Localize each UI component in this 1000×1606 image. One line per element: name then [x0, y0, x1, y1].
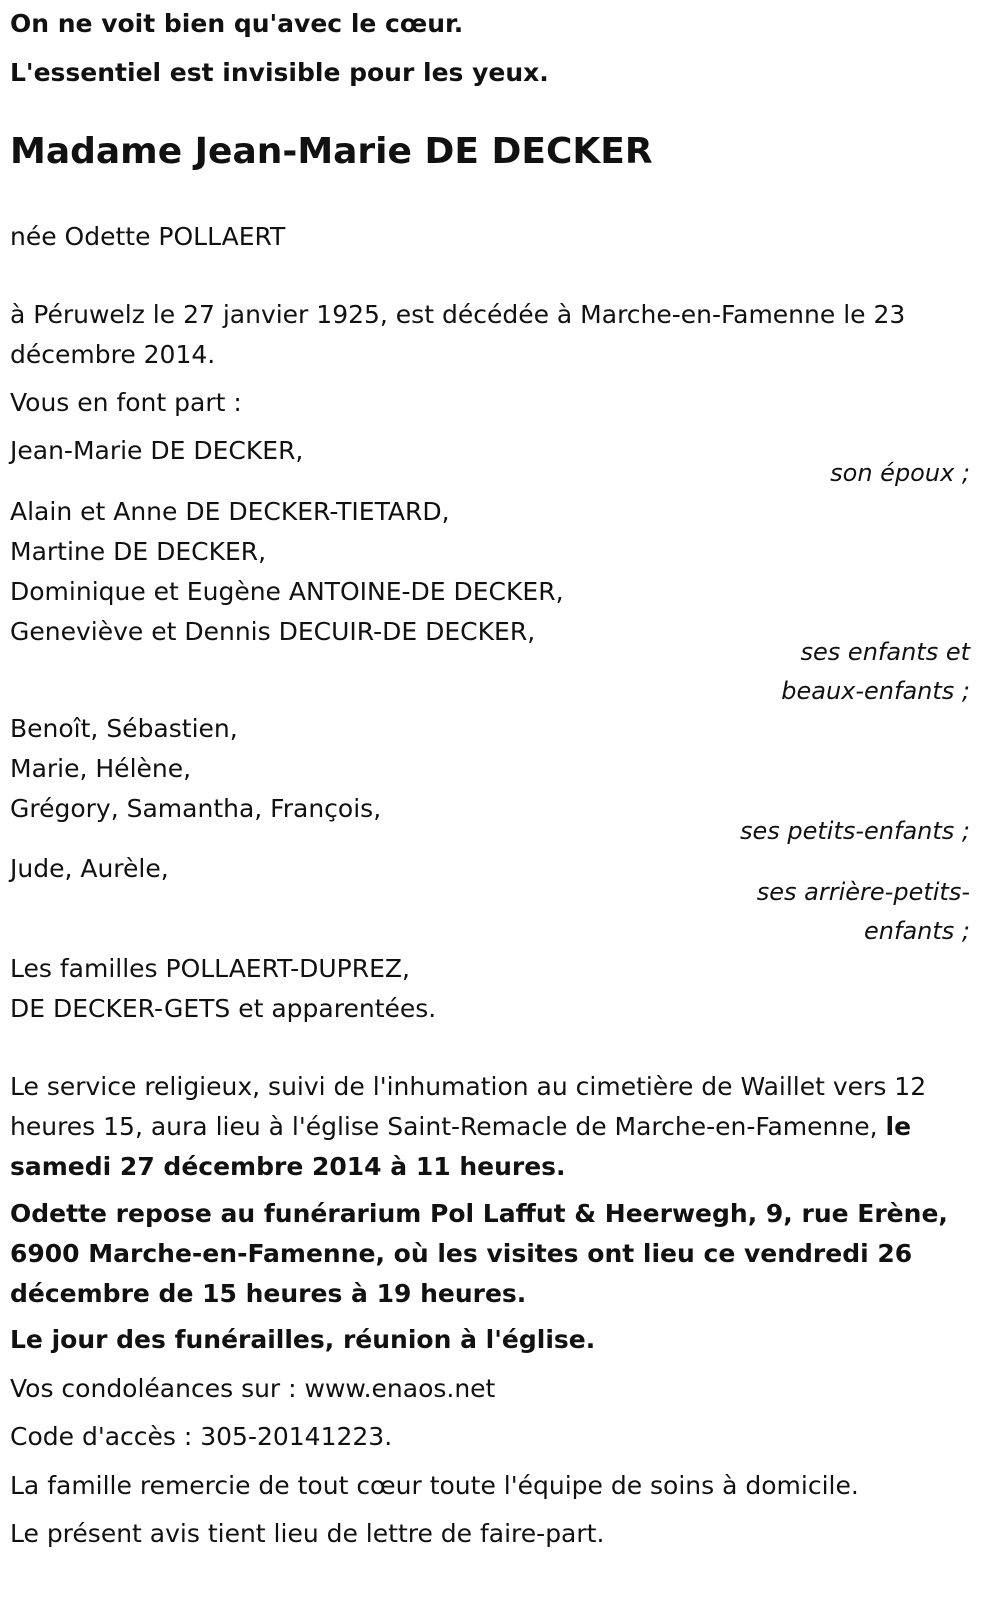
list-item: Martine DE DECKER,	[10, 537, 267, 566]
great-grandchildren-role-line-2: enfants ;	[864, 917, 970, 945]
service-text: Le service religieux, suivi de l'inhumation au cimetière de Waillet vers 12 heures 15, aura lieu à l'église Saint-Remacle de Marche-en-Famenne,	[10, 1072, 927, 1141]
condolences-line: Vos condoléances sur : www.enaos.net	[10, 1374, 496, 1403]
spouse-name: Jean-Marie DE DECKER,	[10, 436, 304, 465]
quote-line-1: On ne voit bien qu'avec le cœur.	[10, 9, 464, 38]
quote-line-2: L'essentiel est invisible pour les yeux.	[10, 58, 549, 87]
birth-death-statement: à Péruwelz le 27 janvier 1925, est décédée à Marche-en-Famenne le 23 décembre 2014.	[10, 300, 906, 369]
service-date: le samedi 27 décembre 2014 à 11 heures.	[10, 1112, 912, 1181]
list-item: Geneviève et Dennis DECUIR-DE DECKER,	[10, 617, 536, 646]
list-item: Benoît, Sébastien,	[10, 714, 238, 743]
list-item: Dominique et Eugène ANTOINE-DE DECKER,	[10, 577, 564, 606]
list-item: Alain et Anne DE DECKER-TIETARD,	[10, 497, 450, 526]
grandchildren-role: ses petits-enfants ;	[739, 817, 970, 845]
funeral-meeting: Le jour des funérailles, réunion à l'église.	[10, 1325, 596, 1354]
children-list	[10, 492, 970, 652]
list-item: Les familles POLLAERT-DUPREZ,	[10, 954, 410, 983]
thanks-line: La famille remercie de tout cœur toute l'équipe de soins à domicile.	[10, 1471, 859, 1500]
spouse-role: son époux ;	[830, 459, 970, 487]
maiden-name: née Odette POLLAERT	[10, 222, 286, 251]
children-role-line-1: ses enfants et	[800, 638, 970, 666]
notice-line: Le présent avis tient lieu de lettre de faire-part.	[10, 1519, 605, 1548]
families-list	[10, 949, 970, 1029]
list-item: Grégory, Samantha, François,	[10, 794, 382, 823]
announcement-intro: Vous en font part :	[10, 388, 242, 417]
great-grandchildren-role-line-1: ses arrière-petits-	[756, 878, 970, 906]
great-grandchildren-names: Jude, Aurèle,	[10, 854, 169, 883]
service-details	[10, 1067, 970, 1187]
list-item: DE DECKER-GETS et apparentées.	[10, 994, 437, 1023]
children-role-line-2: beaux-enfants ;	[781, 677, 970, 705]
deceased-name: Madame Jean-Marie DE DECKER	[10, 131, 653, 172]
access-code: Code d'accès : 305-20141223.	[10, 1422, 393, 1451]
list-item: Marie, Hélène,	[10, 754, 192, 783]
visitation-details: Odette repose au funérarium Pol Laffut & Heerwegh, 9, rue Erène, 6900 Marche-en-Famenne, où les visites ont lieu ce vendredi 26 décembre de 15 heures à 19 heures.	[10, 1199, 948, 1308]
